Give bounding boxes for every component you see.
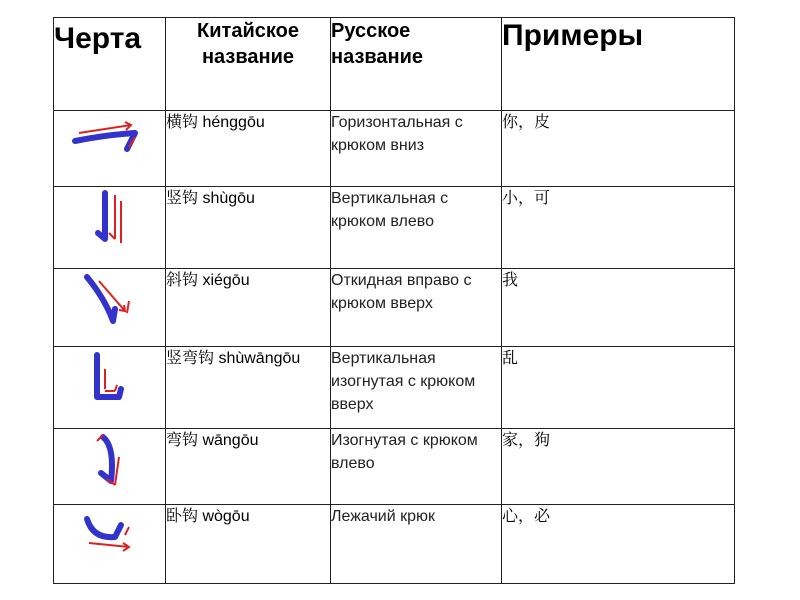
chinese-name-cell: 横钩 hénggōu <box>166 111 331 187</box>
table-row <box>54 347 735 429</box>
table-row <box>54 429 735 505</box>
shu-wan-gou-stroke-icon <box>85 347 135 409</box>
table-row <box>54 111 735 187</box>
heng-gou-stroke-icon <box>65 111 155 161</box>
shu-gou-stroke-icon <box>85 187 135 249</box>
table-row <box>54 187 735 269</box>
header-chinese-name: Китайское название <box>166 18 331 111</box>
examples-cell: 我 <box>502 269 735 347</box>
examples-cell: 心，必 <box>502 505 735 584</box>
header-examples: Примеры <box>502 18 735 111</box>
chinese-name-cell: 竖钩 shùgōu <box>166 187 331 269</box>
russian-name-cell: Лежачий крюк <box>331 505 502 584</box>
header-russian-name: Русское название <box>331 18 502 111</box>
table-row <box>54 269 735 347</box>
examples-cell: 你，皮 <box>502 111 735 187</box>
stroke-table <box>53 17 735 584</box>
chinese-name-cell: 弯钩 wāngōu <box>166 429 331 505</box>
stroke-icon-cell <box>54 187 166 269</box>
chinese-name-cell: 竖弯钩 shùwāngōu <box>166 347 331 429</box>
russian-name-cell: Горизонтальная с крюком вниз <box>331 111 502 187</box>
russian-name-cell: Изогнутая с крюком влево <box>331 429 502 505</box>
header-stroke: Черта <box>54 18 166 111</box>
stroke-icon-cell <box>54 505 166 584</box>
russian-name-cell: Вертикальная с крюком влево <box>331 187 502 269</box>
russian-name-cell: Вертикальная изогнутая с крюком вверх <box>331 347 502 429</box>
stroke-icon-cell <box>54 111 166 187</box>
wo-gou-stroke-icon <box>75 505 145 555</box>
russian-name-cell: Откидная вправо с крюком вверх <box>331 269 502 347</box>
header-row <box>54 18 735 111</box>
xie-gou-stroke-icon <box>75 269 145 331</box>
stroke-icon-cell <box>54 429 166 505</box>
chinese-name-cell: 斜钩 xiégōu <box>166 269 331 347</box>
stroke-icon-cell <box>54 347 166 429</box>
stroke-icon-cell <box>54 269 166 347</box>
table-row <box>54 505 735 584</box>
examples-cell: 家，狗 <box>502 429 735 505</box>
wan-gou-stroke-icon <box>85 429 135 491</box>
examples-cell: 小，可 <box>502 187 735 269</box>
chinese-name-cell: 卧钩 wògōu <box>166 505 331 584</box>
examples-cell: 乱 <box>502 347 735 429</box>
